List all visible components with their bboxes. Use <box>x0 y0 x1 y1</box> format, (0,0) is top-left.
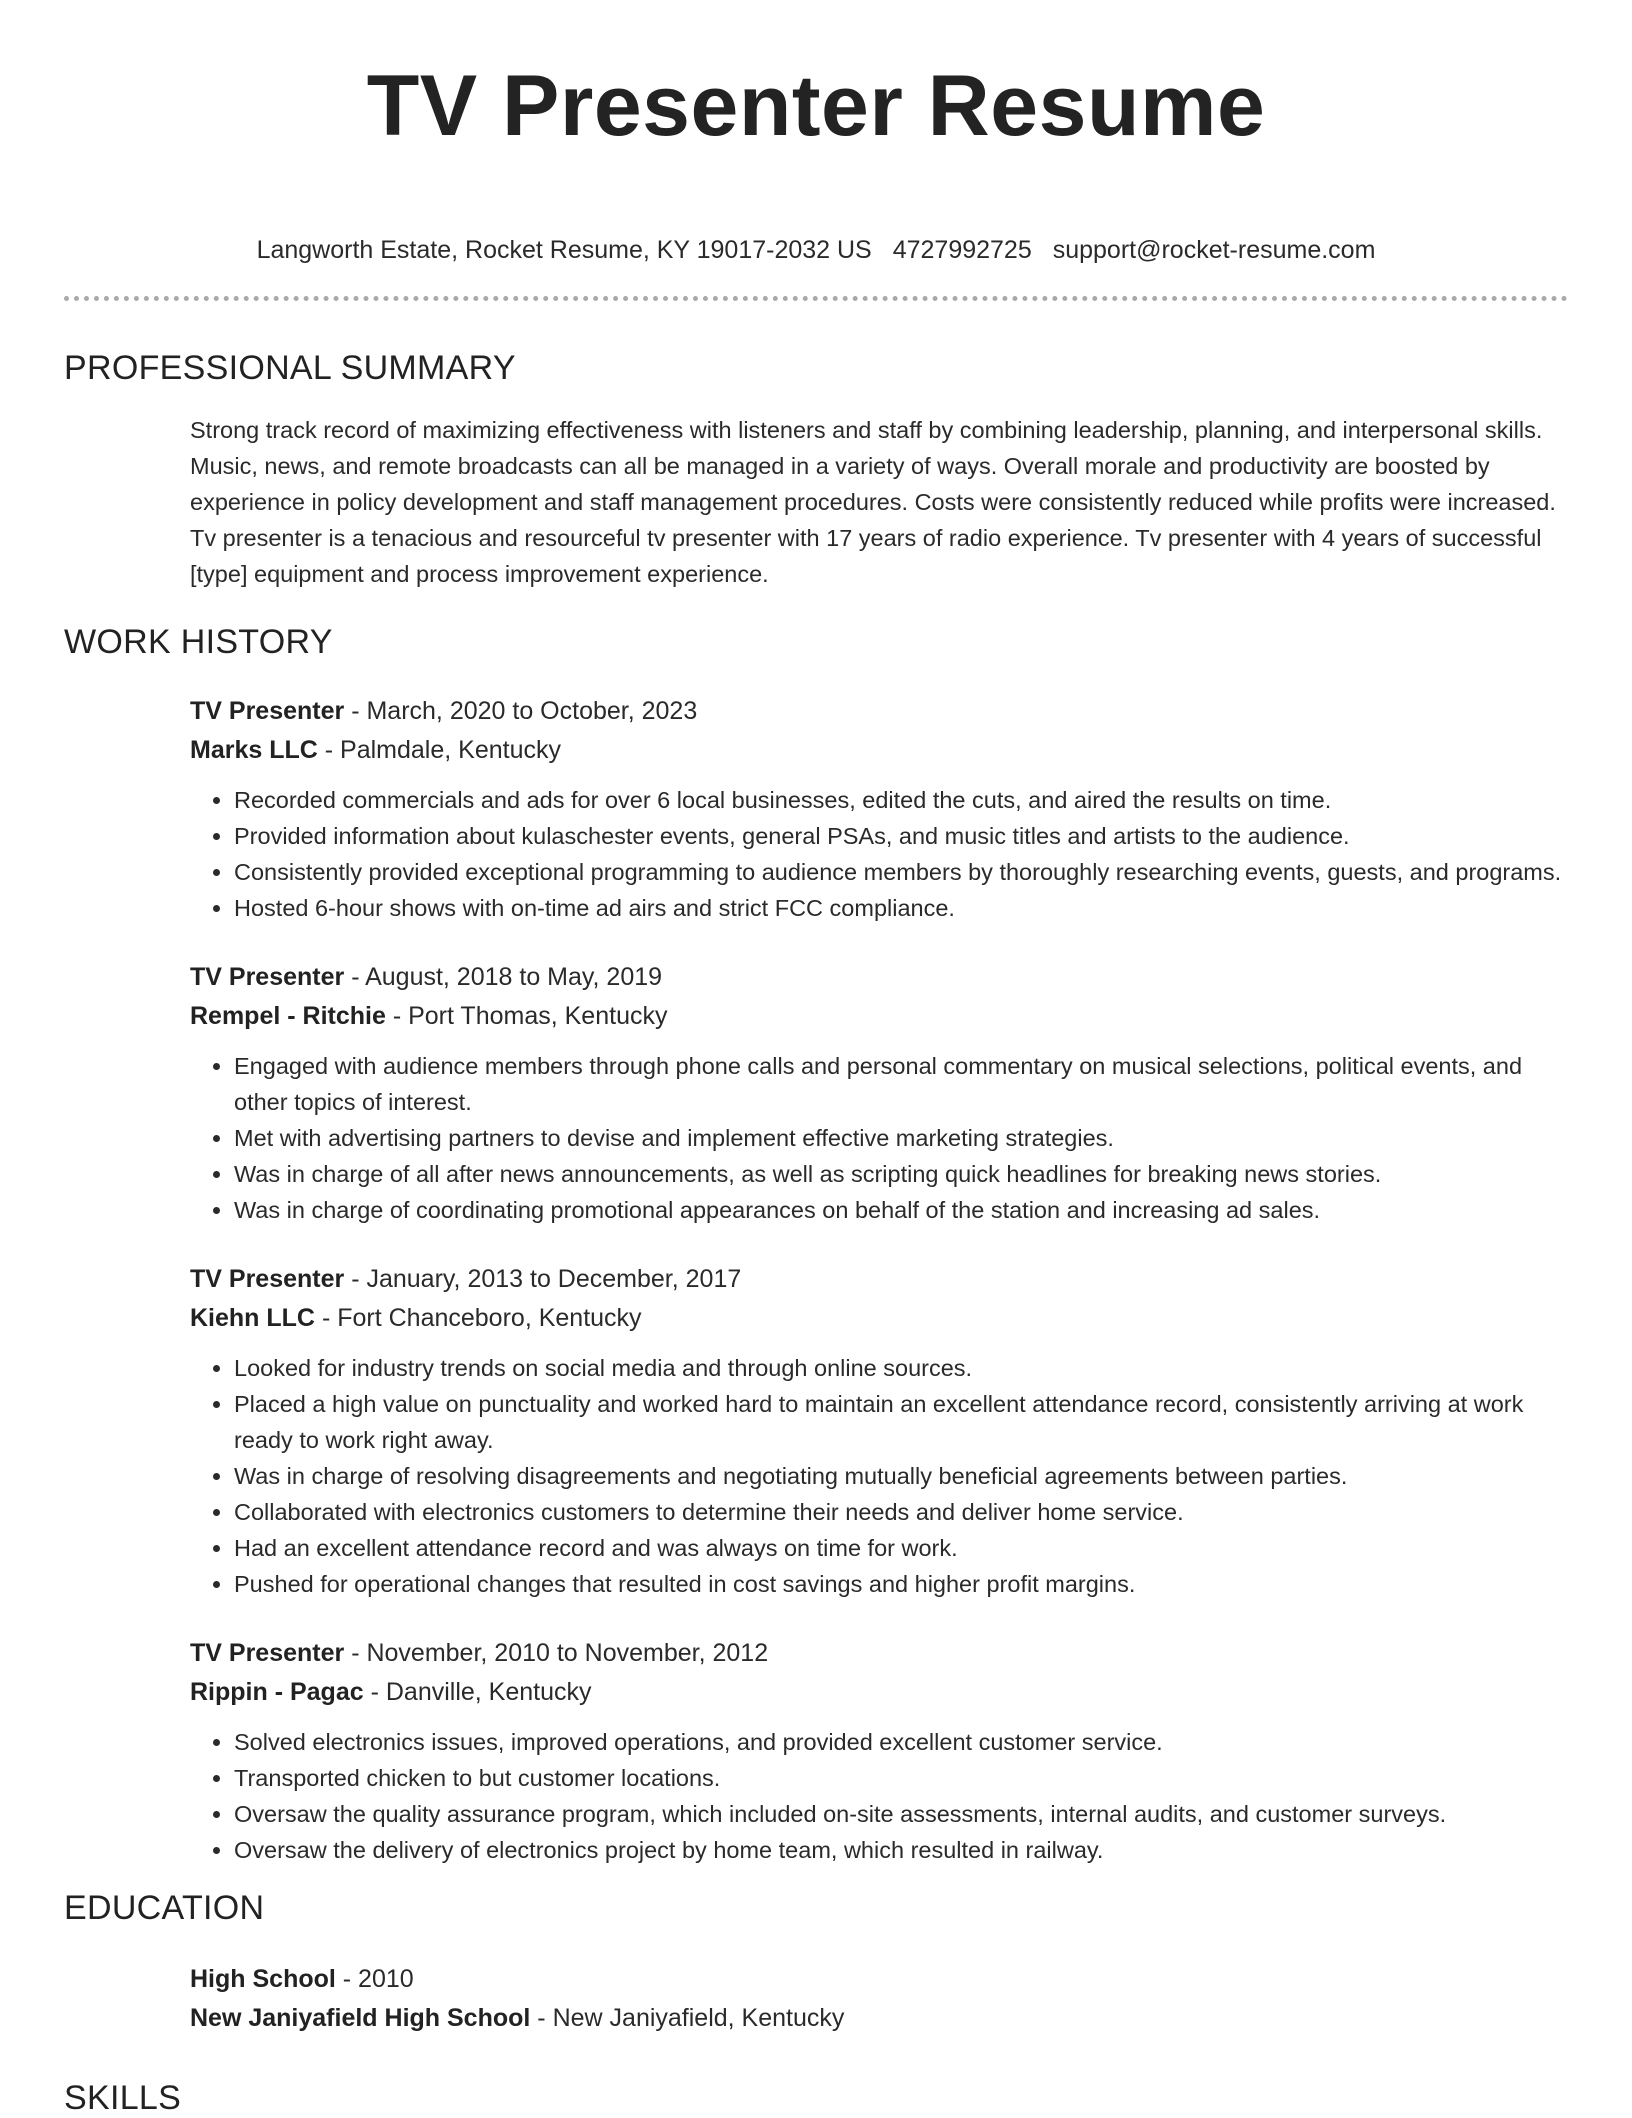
duty-item: • Hosted 6-hour shows with on-time ad airs and strict FCC compliance. <box>234 890 1568 926</box>
contact-phone: 4727992725 <box>892 236 1032 264</box>
job-entry <box>190 958 1568 1228</box>
job-title-line <box>190 692 1568 731</box>
duty-item: • Collaborated with electronics customers to determine their needs and deliver home service. <box>234 1494 1568 1530</box>
summary-heading: PROFESSIONAL SUMMARY <box>64 349 516 387</box>
duty-item: • Engaged with audience members through phone calls and personal commentary on musical selections, political events, and other topics of interest. <box>234 1048 1568 1120</box>
job-title-line <box>190 1634 1568 1673</box>
duty-item: • Solved electronics issues, improved operations, and provided excellent customer service. <box>234 1724 1568 1760</box>
header-divider <box>64 296 1568 301</box>
summary-text: Strong track record of maximizing effectiveness with listeners and staff by combining leadership, planning, and interpersonal skills. Music, news, and remote broadcasts can all be managed in a variety of ways. Overall morale and productivity are boosted by experience in policy development and staff management procedures. Costs were consistently reduced while profits were increased. Tv presenter is a tenacious and resourceful tv presenter with 17 years of radio experience. Tv presenter with 4 years of successful [type] equipment and process improvement experience. <box>190 417 1556 587</box>
duty-item: • Met with advertising partners to devise and implement effective marketing strategies. <box>234 1120 1568 1156</box>
job-company-line <box>190 731 1568 770</box>
job-company: Kiehn LLC <box>190 1304 315 1332</box>
education-year: - 2010 <box>335 1965 414 1993</box>
job-title: TV Presenter <box>190 1265 345 1293</box>
contact-line <box>64 234 1568 266</box>
job-title: TV Presenter <box>190 1639 345 1667</box>
job-dates: - November, 2010 to November, 2012 <box>344 1639 769 1667</box>
education-school-line <box>190 1999 1568 2038</box>
resume-title: TV Presenter Resume <box>366 58 1266 154</box>
job-dates: - January, 2013 to December, 2017 <box>344 1265 742 1293</box>
job-entry <box>190 1634 1568 1868</box>
job-location: - Fort Chanceboro, Kentucky <box>315 1304 642 1332</box>
duty-item: • Consistently provided exceptional programming to audience members by thoroughly researching events, guests, and programs. <box>234 854 1568 890</box>
duty-item: • Looked for industry trends on social media and through online sources. <box>234 1350 1568 1386</box>
skills-heading: SKILLS <box>64 2079 182 2117</box>
duty-item: • Had an excellent attendance record and was always on time for work. <box>234 1530 1568 1566</box>
job-title-line <box>190 958 1568 997</box>
duty-item: • Was in charge of resolving disagreements and negotiating mutually beneficial agreements between parties. <box>234 1458 1568 1494</box>
duty-item: • Recorded commercials and ads for over 6 local businesses, edited the cuts, and aired the results on time. <box>234 782 1568 818</box>
job-duties <box>190 782 1568 926</box>
education-degree: High School <box>190 1965 336 1993</box>
job-duties <box>190 1724 1568 1868</box>
education-school: New Janiyafield High School <box>190 2004 531 2032</box>
job-dates: - August, 2018 to May, 2019 <box>344 963 663 991</box>
education-entry <box>190 1960 1568 2038</box>
job-duties <box>190 1048 1568 1228</box>
job-company: Marks LLC <box>190 736 318 764</box>
job-company-line <box>190 997 1568 1036</box>
education-location: - New Janiyafield, Kentucky <box>530 2004 845 2032</box>
job-duties <box>190 1350 1568 1602</box>
job-company: Rempel - Ritchie <box>190 1002 386 1030</box>
education-heading: EDUCATION <box>64 1889 265 1927</box>
job-location: - Palmdale, Kentucky <box>317 736 561 764</box>
contact-email: support@rocket-resume.com <box>1052 236 1376 264</box>
job-title: TV Presenter <box>190 963 345 991</box>
job-location: - Port Thomas, Kentucky <box>385 1002 668 1030</box>
duty-item: • Provided information about kulaschester events, general PSAs, and music titles and artists to the audience. <box>234 818 1568 854</box>
job-company-line <box>190 1673 1568 1712</box>
duty-item: • Placed a high value on punctuality and worked hard to maintain an excellent attendance record, consistently arriving at work ready to work right away. <box>234 1386 1568 1458</box>
duty-item: • Was in charge of coordinating promotional appearances on behalf of the station and increasing ad sales. <box>234 1192 1568 1228</box>
job-title: TV Presenter <box>190 697 345 725</box>
job-title-line <box>190 1260 1568 1299</box>
duty-item: • Pushed for operational changes that resulted in cost savings and higher profit margins. <box>234 1566 1568 1602</box>
duty-item: • Transported chicken to but customer locations. <box>234 1760 1568 1796</box>
duty-item: • Oversaw the delivery of electronics project by home team, which resulted in railway. <box>234 1832 1568 1868</box>
job-company: Rippin - Pagac <box>190 1678 364 1706</box>
duty-item: • Oversaw the quality assurance program, which included on-site assessments, internal audits, and customer surveys. <box>234 1796 1568 1832</box>
education-degree-line <box>190 1960 1568 1999</box>
job-location: - Danville, Kentucky <box>363 1678 592 1706</box>
duty-item: • Was in charge of all after news announcements, as well as scripting quick headlines for breaking news stories. <box>234 1156 1568 1192</box>
job-company-line <box>190 1299 1568 1338</box>
contact-address: Langworth Estate, Rocket Resume, KY 19017-2032 US <box>256 236 872 264</box>
job-entry <box>190 692 1568 926</box>
job-entry <box>190 1260 1568 1602</box>
work-history-heading: WORK HISTORY <box>64 623 333 661</box>
job-dates: - March, 2020 to October, 2023 <box>344 697 698 725</box>
